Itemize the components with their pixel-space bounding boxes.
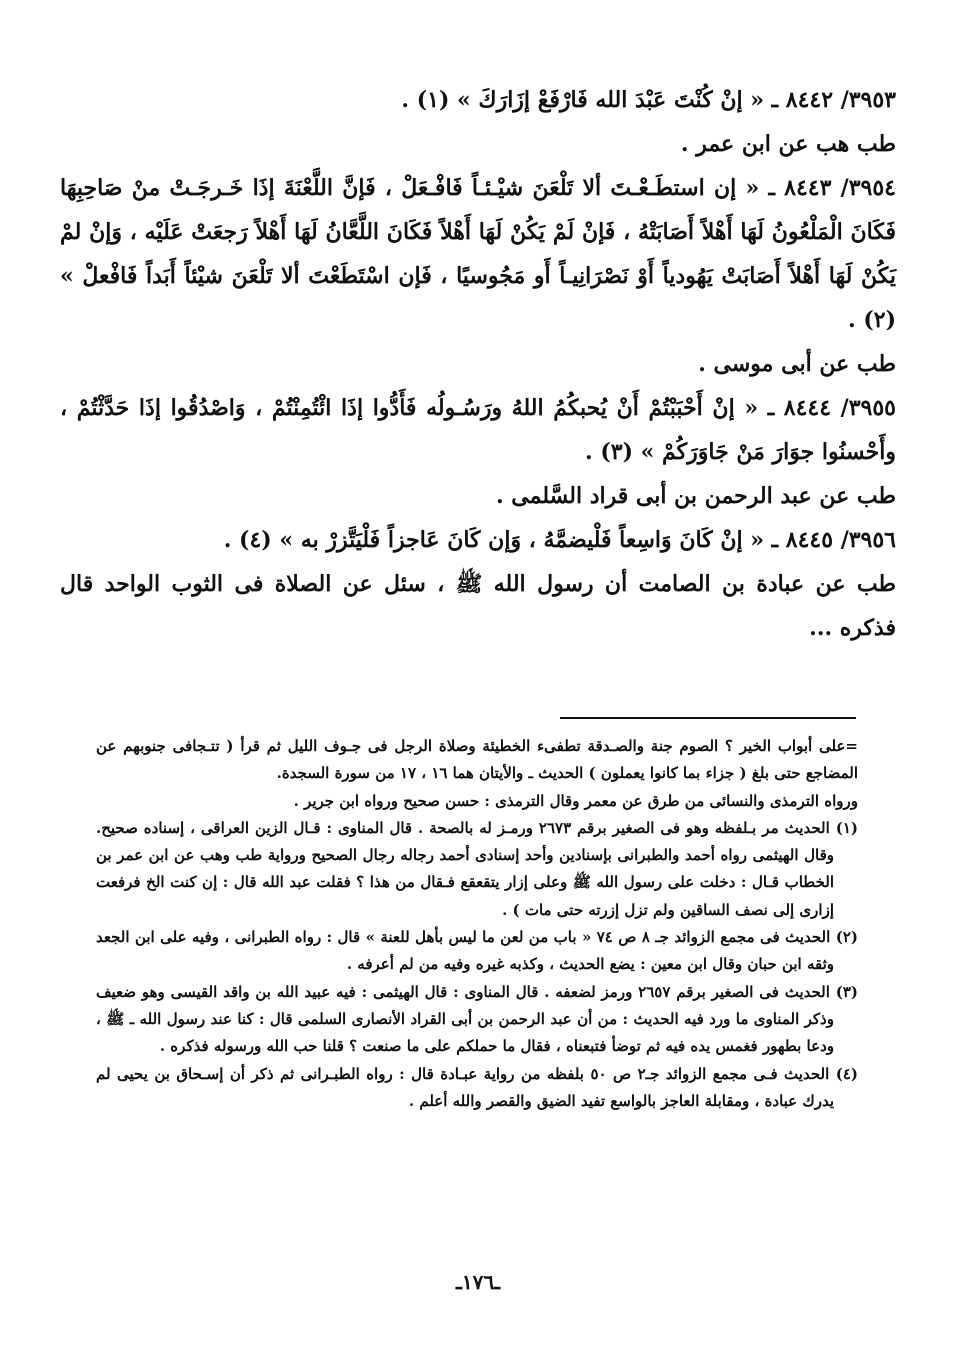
footnotes [96,733,858,1115]
hadith-3953: ٣٩٥٣/ ٨٤٤٢ ـ « إنْ كُنْتَ عَبْدَ الله فَارْفَعْ إزَارَكَ » (١) . [401,87,896,113]
footnote-continuation-2: ورواه الترمذى والنسائى من طرق عن معمر وقال الترمذى : حسن صحيح ورواه ابن جرير . [293,791,858,810]
hadith-3954: ٣٩٥٤/ ٨٤٤٣ ـ « إن استطَـعْـتَ ألا تَلْعَنَ شيْـئـاً فَافْـعَلْ ، فَإنَّ اللَّعْنَةَ إذَا خَـرجَـتْ منْ صَاحِبِهَا فَكَانَ الْمَلْعُونُ لَهَا أَهْلاً أَصَابَتْهُ ، فَإنْ لَمْ يَكُنْ لَهَا أَهْلاً فَكَانَ اللَّعَّانُ لَهَا أَهْلاً رَجعَتْ عَلَيْه ، وَإنْ لمْ يَكُنْ لَهَا أَهْلاً أَصَابَتْ يَهُودياً أَوْ نَصْرَانِيـاً أَو مَجُوسيًا ، فَإن اسْتَطَعْتَ ألا تَلْعَنَ شيْئاً أَبَداً فَافْعلْ » (٢) . [60,175,896,333]
hadith-3956: ٣٩٥٦/ ٨٤٤٥ ـ « إنْ كَانَ وَاسِعاً فَلْيضمَّهُ ، وَإن كَانَ عَاجزاً فَلْيَتَّزرْ به » (٤) . [223,527,896,553]
page-number: ـ١٧٦ـ [456,1270,500,1294]
footnote-2: (٢) الحديث فى مجمع الزوائد جـ ٨ ص ٧٤ « باب من لعن ما ليس بأهل للعنة » قال : رواه الطبرانى ، وفيه على ابن الجعد وثقه ابن حبان وقال ابن معين : يضع الحديث ، وكذبه غيره وفيه من لم أعرفه . [96,928,858,974]
hadith-3955: ٣٩٥٥/ ٨٤٤٤ ـ « إنْ أَحْبَبْتُمْ أَنْ يُحبكُمُ اللهُ ورَسُـولُه فَأَدُّوا إذَا ائْتُمِنْتُمْ ، وَاصْدُقُوا إذَا حَدَّثْتُمْ ، وأَحْسنُوا جوَارَ مَنْ جَاوَرَكُمْ » (٣) . [60,395,896,465]
hadith-3956-source: طب عن عبادة بن الصامت أن رسول الله ﷺ ، سئل عن الصلاة فى الثوب الواحد قال فذكره ... [60,571,896,641]
hadith-3955-source: طب عن عبد الرحمن بن أبى قراد السَّلمى . [495,483,896,509]
main-text [60,78,896,650]
hadith-3954-source: طب عن أبى موسى . [698,351,896,377]
footnote-3: (٣) الحديث فى الصغير برقم ٢٦٥٧ ورمز لضعفه . قال المناوى : قال الهيثمى : فيه عبيد الله بن واقد القيسى وهو ضعيف وذكر المناوى ما ورد فيه الحديث : من أن عبد الرحمن بن أبى القراد الأنصارى السلمى قال : كنا عند رسول الله ـ ﷺ ، ودعا بطهور فغمس يده فيه ثم توضأ فتبعناه ، فقال ما حملكم على ما صنعت ؟ قلنا حب الله ورسوله فذكره . [96,982,859,1056]
hadith-3953-source: طب هب عن ابن عمر . [680,131,896,157]
footnote-1: (١) الحديث مر بـلفظه وهو فى الصغير برقم ٢٦٧٣ ورمـز له بالصحة . قال المناوى : قـال الزين العراقى ، إسناده صحيح. وقال الهيثمى رواه أحمد والطبرانى بإسنادين وأحد إسنادى أحمد رجاله رجال الصحيح ورواية طب وهب عن ابن عمر بن الخطاب قـال : دخلت على رسول الله ﷺ وعلى إزار يتقعقع فـقال من هذا ؟ فقلت عبد الله قال : إن كنت الخ فرفعت إزارى إلى نصف الساقين ولم تزل إزرته حتى مات ) . [96,818,858,919]
footnote-continuation: =على أبواب الخير ؟ الصوم جنة والصـدقة تطفىء الخطيئة وصلاة الرجل فى جـوف الليل ثم قرأ ( تتـجافى جنوبهم عن المضاجع حتى بلغ ( جزاء بما كانوا يعملون ) الحديث ـ والأيتان هما ١٦ ، ١٧ من سورة السجدة. [96,737,858,783]
footnote-4: (٤) الحديث فـى مجمع الزوائد جـ٢ ص ٥٠ بلفظه من رواية عبـادة قال : رواه الطبـرانى ثم ذكر أن إسـحاق بن يحيى لم يدرك عبادة ، ومقابلة العاجز بالواسع تفيد الضيق والقصر والله أعلم . [96,1064,858,1110]
footnote-separator [560,717,856,719]
